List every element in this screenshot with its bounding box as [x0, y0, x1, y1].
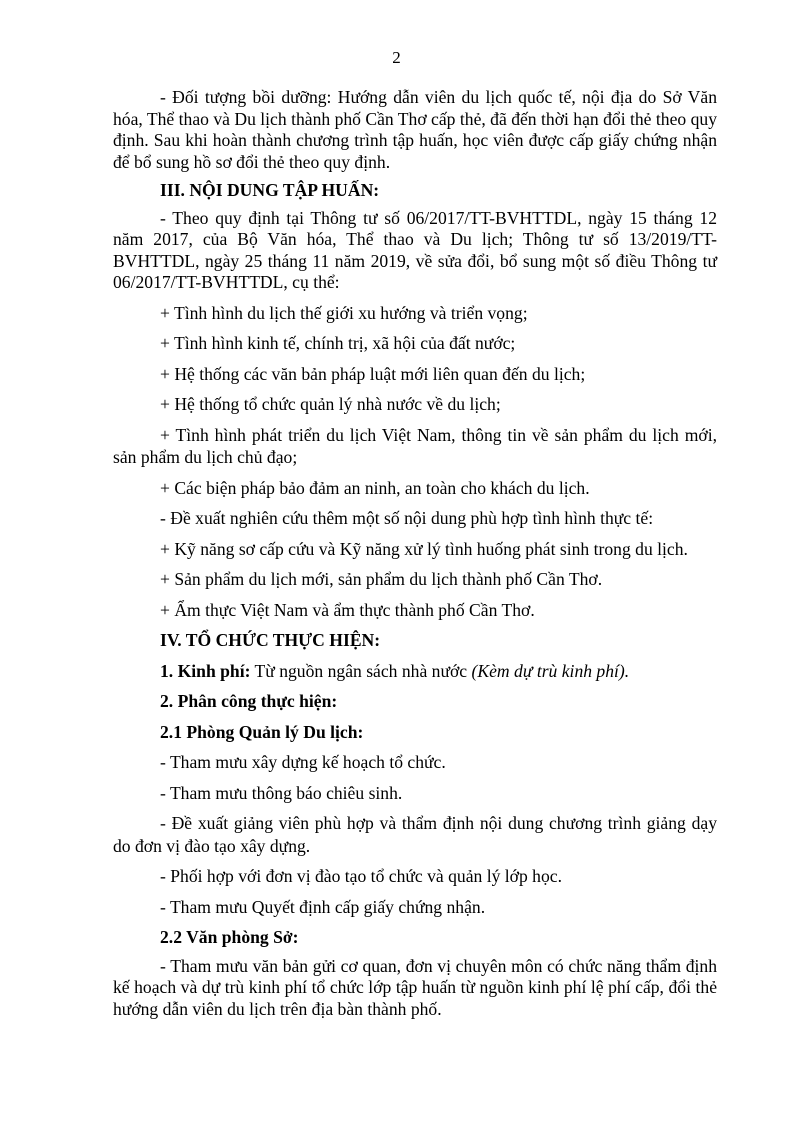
funding-line	[113, 660, 717, 683]
content-item: + Các biện pháp bảo đảm an ninh, an toàn cho khách du lịch.	[160, 477, 590, 498]
office-heading: 2.2 Văn phòng Sở:	[160, 927, 299, 947]
funding-label: 1. Kinh phí:	[160, 660, 251, 681]
funding-note: (Kèm dự trù kinh phí).	[471, 660, 630, 681]
proposal-item: + Sản phẩm du lịch mới, sản phẩm du lịch thành phố Cần Thơ.	[160, 569, 603, 589]
tourism-dept-heading: 2.1 Phòng Quản lý Du lịch:	[160, 721, 364, 742]
section-4-heading: IV. TỔ CHỨC THỰC HIỆN:	[160, 630, 381, 650]
content-item: + Tình hình kinh tế, chính trị, xã hội của đất nước;	[160, 333, 516, 353]
target-audience-paragraph: - Đối tượng bồi dưỡng: Hướng dẫn viên du lịch quốc tế, nội địa do Sở Văn hóa, Thể thao và Du lịch thành phố Cần Thơ cấp thẻ, đã đến thời hạn đổi thẻ theo quy định. Sau khi hoàn thành chương trình tập huấn, học viên được cấp giấy chứng nhận để bổ sung hồ sơ đổi thẻ theo quy định.	[113, 87, 717, 172]
section-3-intro: - Theo quy định tại Thông tư số 06/2017/TT-BVHTTDL, ngày 15 tháng 12 năm 2017, của Bộ Văn hóa, Thể thao và Du lịch; Thông tư số 13/2019/TT-BVHTTDL, ngày 25 tháng 11 năm 2019, về sửa đổi, bổ sung một số điều Thông tư 06/2017/TT-BVHTTDL, cụ thể:	[113, 207, 717, 292]
task-item: - Phối hợp với đơn vị đào tạo tổ chức và quản lý lớp học.	[160, 866, 562, 886]
assignment-heading: 2. Phân công thực hiện:	[160, 691, 338, 711]
content-item: + Hệ thống các văn bản pháp luật mới liên quan đến du lịch;	[160, 363, 586, 384]
funding-text: Từ nguồn ngân sách nhà nước	[250, 660, 472, 681]
content-item: + Hệ thống tổ chức quản lý nhà nước về du lịch;	[160, 394, 501, 414]
task-item: - Tham mưu Quyết định cấp giấy chứng nhận.	[160, 896, 486, 917]
page-number: 2	[392, 48, 401, 67]
task-item: - Tham mưu thông báo chiêu sinh.	[160, 782, 403, 803]
proposal-intro: - Đề xuất nghiên cứu thêm một số nội dung phù hợp tình hình thực tế:	[160, 508, 654, 528]
proposal-item: + Kỹ năng sơ cấp cứu và Kỹ năng xử lý tình huống phát sinh trong du lịch.	[160, 538, 688, 559]
document-body	[113, 87, 717, 1020]
content-item: + Tình hình du lịch thế giới xu hướng và triển vọng;	[160, 302, 528, 323]
section-3-heading: III. NỘI DUNG TẬP HUẤN:	[160, 180, 380, 200]
task-item: - Đề xuất giảng viên phù hợp và thẩm định nội dung chương trình giảng dạy do đơn vị đào tạo xây dựng.	[113, 813, 717, 856]
content-item: + Tình hình phát triển du lịch Việt Nam, thông tin về sản phẩm du lịch mới, sản phẩm du lịch chủ đạo;	[113, 424, 717, 467]
task-item: - Tham mưu văn bản gửi cơ quan, đơn vị chuyên môn có chức năng thẩm định kế hoạch và dự trù kinh phí tổ chức lớp tập huấn từ nguồn kinh phí lệ phí cấp, đổi thẻ hướng dẫn viên du lịch trên địa bàn thành phố.	[113, 955, 717, 1019]
task-item: - Tham mưu xây dựng kế hoạch tổ chức.	[160, 752, 446, 772]
proposal-item: + Ẩm thực Việt Nam và ẩm thực thành phố Cần Thơ.	[160, 599, 535, 620]
